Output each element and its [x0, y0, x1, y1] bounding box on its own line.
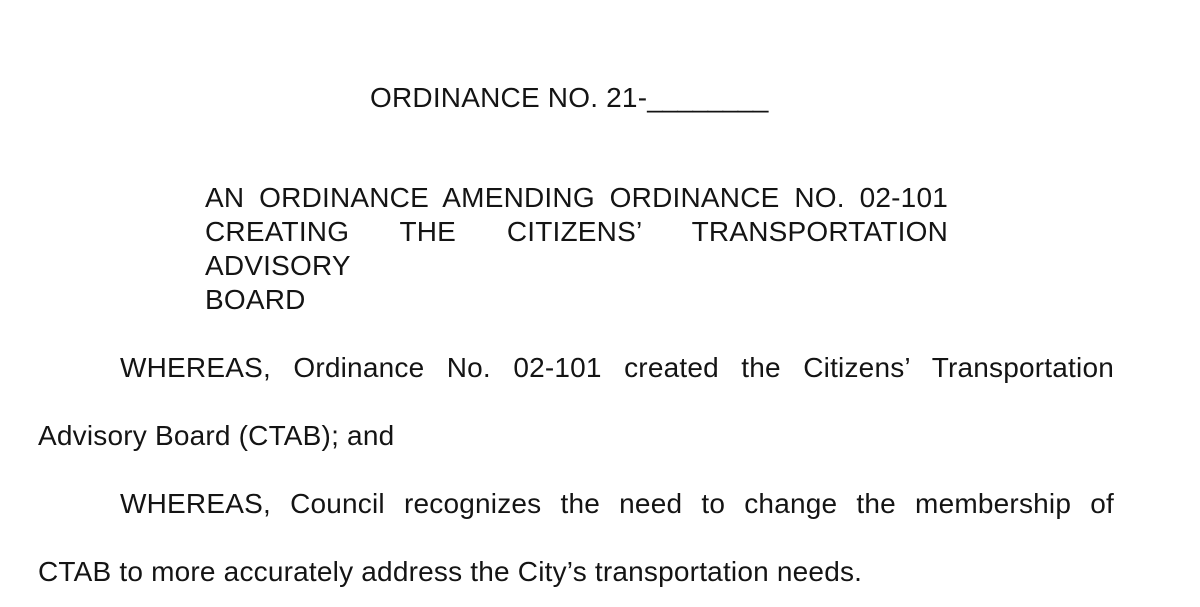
- whereas-paragraph-2: [38, 470, 1114, 606]
- ordinance-title-text: ORDINANCE NO. 21-: [370, 82, 648, 113]
- paragraph-2-line-2: CTAB to more accurately address the City’s transportation needs.: [38, 556, 863, 587]
- whereas-paragraph-1: [38, 334, 1114, 470]
- caption-line-1: AN ORDINANCE AMENDING ORDINANCE NO. 02-101: [205, 182, 948, 213]
- paragraph-1-line-1: WHEREAS, Ordinance No. 02-101 created the Citizens’ Transportation: [120, 352, 1114, 383]
- ordinance-title: [370, 81, 768, 115]
- paragraph-2-line-1: WHEREAS, Council recognizes the need to change the membership of: [120, 488, 1114, 519]
- caption-line-2: CREATING THE CITIZENS’ TRANSPORTATION ADVISORY: [205, 216, 948, 281]
- ordinance-caption-block: [205, 181, 948, 317]
- caption-line-3: BOARD: [205, 284, 306, 315]
- ordinance-number-blank-line: ________: [647, 82, 768, 113]
- paragraph-1-line-2: Advisory Board (CTAB); and: [38, 420, 395, 451]
